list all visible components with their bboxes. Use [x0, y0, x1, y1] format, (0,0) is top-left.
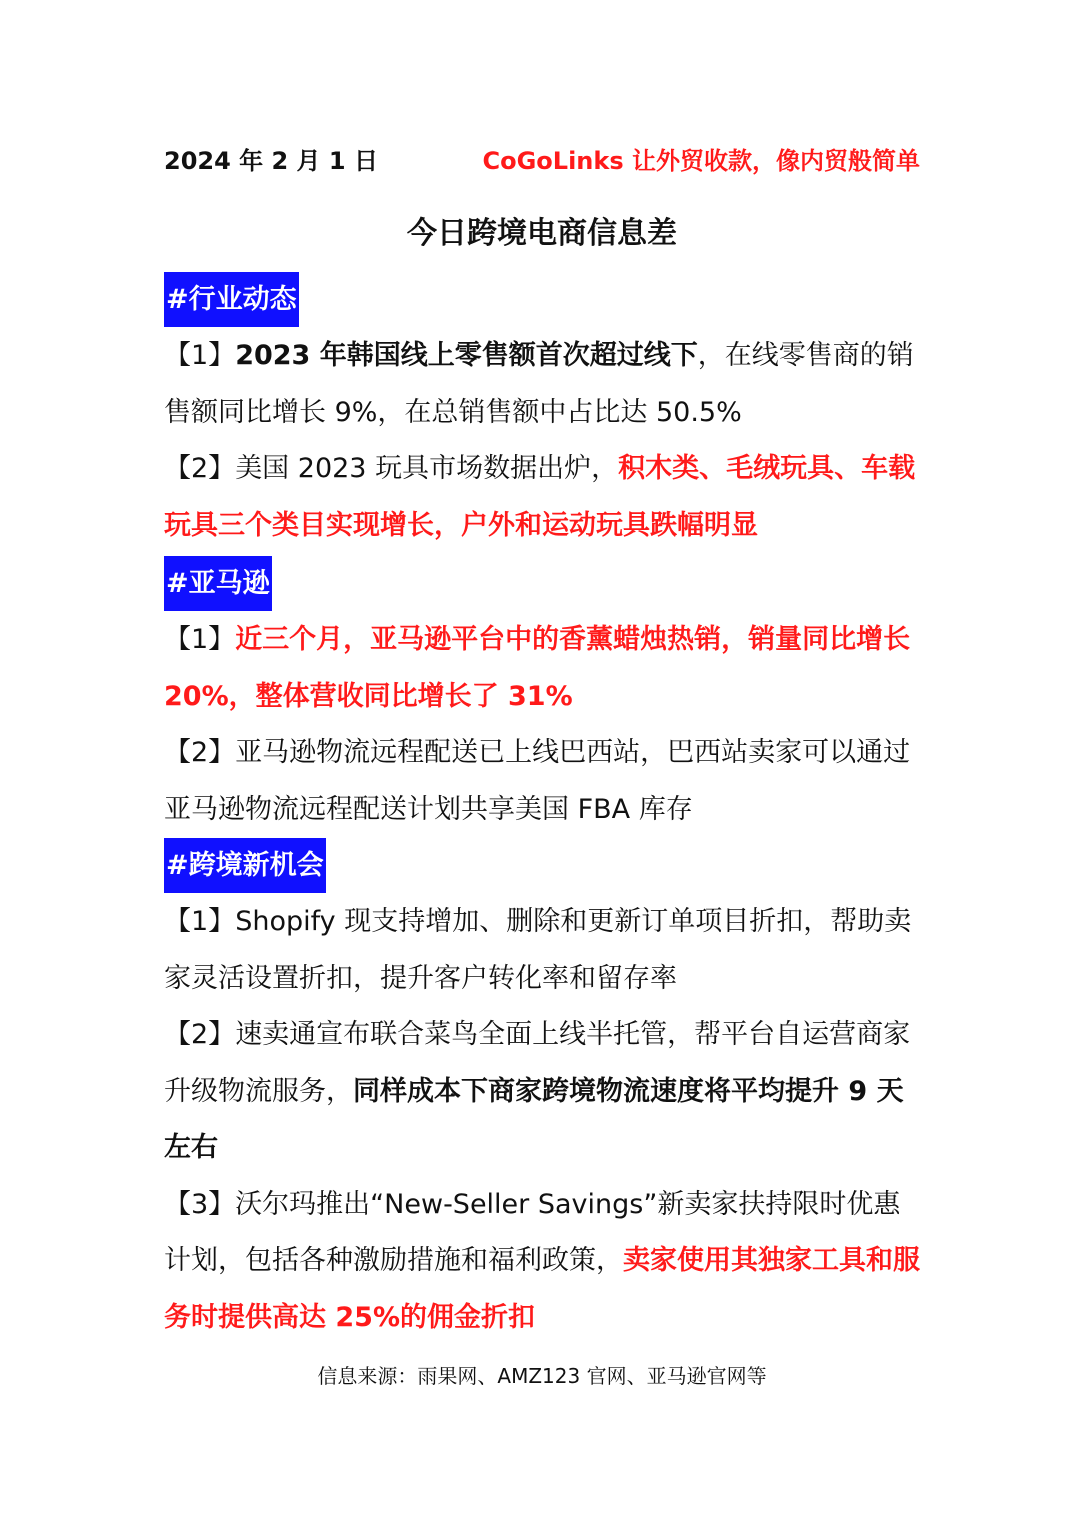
- item-text: 速卖通宣布联合菜鸟全面上线半托管，帮平台自运营商家升级物流服务，: [164, 1019, 911, 1107]
- item-highlight-bold: 2023 年韩国线上零售额首次超过线下: [235, 340, 698, 371]
- item-highlight-red: 积木类、毛绒玩具、车载玩具三个类目实现增长，户外和运动玩具跌幅明显: [164, 453, 916, 541]
- news-item: [164, 1007, 920, 1177]
- section-tag: #跨境新机会: [164, 838, 326, 893]
- item-highlight-red: 近三个月，亚马逊平台中的香薰蜡烛热销，销量同比增长 20%，整体营收同比增长了 31%: [164, 624, 911, 712]
- section-new-opportunities: [164, 838, 920, 1346]
- item-text: ，在线零售商的销售额同比增长 9%，在总销售额中占比达 50.5%: [164, 340, 914, 428]
- item-number: 【2】: [164, 453, 236, 484]
- section-tag: #行业动态: [164, 272, 299, 327]
- news-item: [164, 441, 920, 554]
- news-item: [164, 328, 920, 441]
- news-item: [164, 894, 920, 1007]
- item-number: 【3】: [164, 1188, 236, 1220]
- header-row: [164, 141, 920, 181]
- item-text: 美国 2023 玩具市场数据出炉，: [235, 453, 619, 484]
- item-text: Shopify 现支持增加、删除和更新订单项目折扣，帮助卖家灵活设置折扣，提升客户转化率和留存率: [164, 906, 912, 994]
- item-highlight-red: 卖家使用其独家工具和服务时提供高达 25%的佣金折扣: [164, 1245, 920, 1333]
- section-tag: #亚马逊: [164, 556, 272, 611]
- item-number: 【1】: [164, 906, 236, 937]
- item-text: 沃尔玛推出“New-Seller Savings”新卖家扶持限时优惠计划，包括各种激励措施和福利政策，: [164, 1188, 901, 1276]
- news-item: [164, 612, 920, 725]
- item-number: 【1】: [164, 340, 236, 371]
- source-note: 信息来源：雨果网、AMZ123 官网、亚马逊官网等: [317, 1364, 767, 1388]
- section-amazon: [164, 556, 920, 838]
- news-item: [164, 1177, 920, 1347]
- date-label: 2024 年 2 月 1 日: [164, 147, 378, 175]
- page-title: 今日跨境电商信息差: [407, 216, 677, 251]
- item-highlight-bold: 同样成本下商家跨境物流速度将平均提升 9 天左右: [164, 1075, 904, 1163]
- slogan-text: CoGoLinks 让外贸收款，像内贸般简单: [482, 147, 920, 175]
- news-item: [164, 725, 920, 838]
- item-text: 亚马逊物流远程配送已上线巴西站，巴西站卖家可以通过亚马逊物流远程配送计划共享美国 FBA 库存: [164, 737, 911, 825]
- item-number: 【1】: [164, 624, 236, 655]
- item-number: 【2】: [164, 737, 236, 768]
- item-number: 【2】: [164, 1019, 236, 1050]
- section-industry-news: [164, 272, 920, 554]
